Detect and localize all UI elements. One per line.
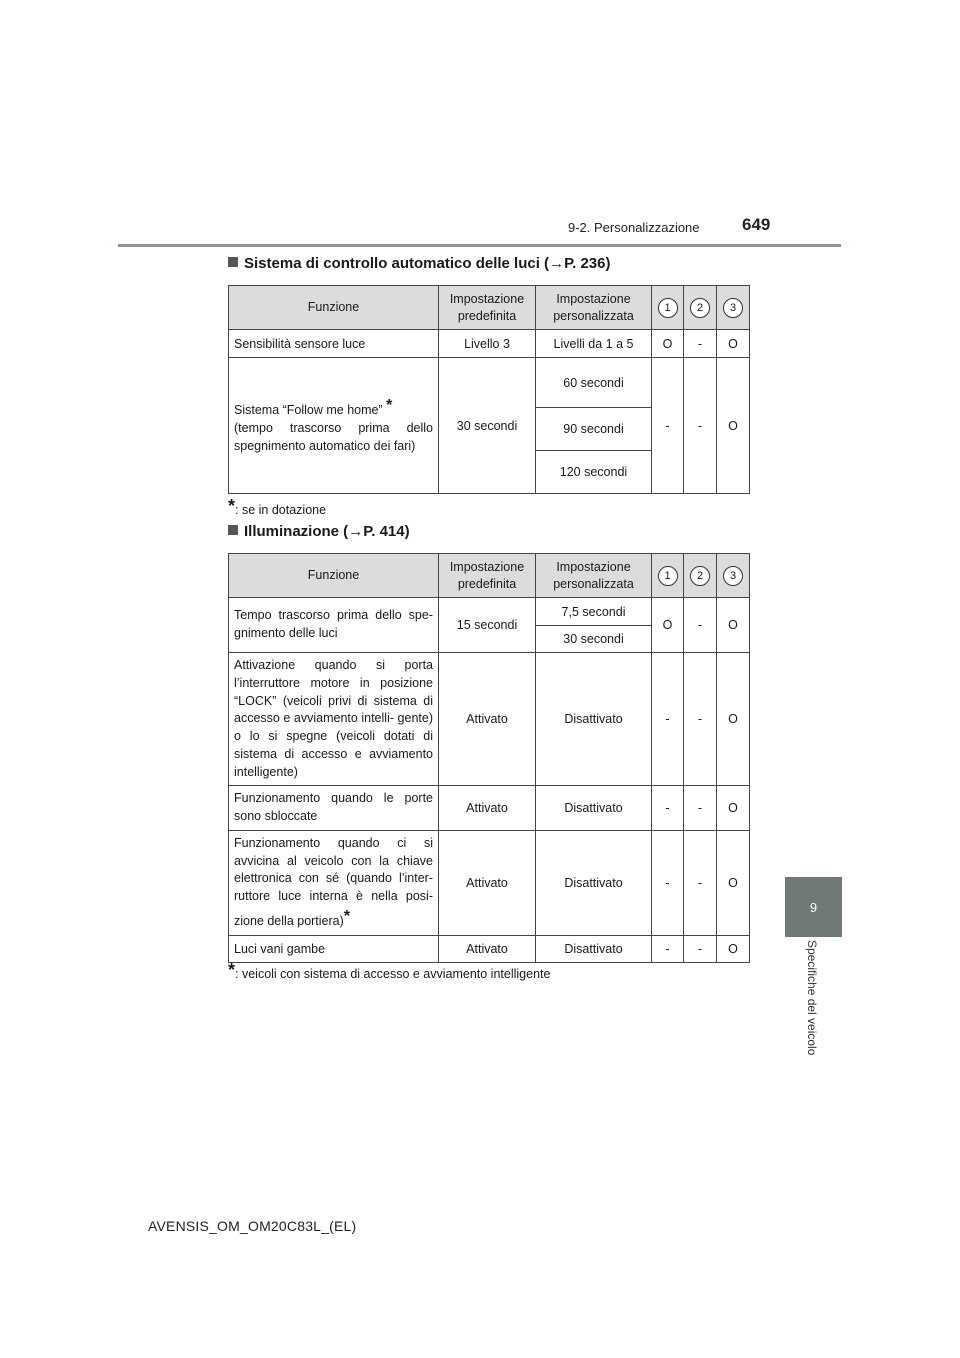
cell-mark3: O — [717, 358, 750, 494]
funzione-text: Funzionamento quando ci si avvicina al veicolo con la chiave elettronica con sé (quando l’inter- ruttore luce interna è nella posi- zione della portiera) — [234, 835, 433, 928]
section2-title-prefix: Illuminazione ( — [244, 523, 349, 540]
chapter-label: Specifiche del veicolo — [805, 940, 819, 1056]
header-col2 — [684, 286, 717, 330]
square-bullet-icon — [228, 525, 238, 535]
cell-custom: Disattivato — [536, 935, 652, 962]
header-col1 — [652, 286, 684, 330]
section1-title-prefix: Sistema di controllo automatico delle luci ( — [244, 255, 550, 272]
cell-funzione: Attivazione quando si porta l’interruttore motore in posizione “LOCK” (veicoli privi di sistema di accesso e avviamento intelli- gente) o lo si spegne (veicoli dotati di sistema di accesso e avviamento intelligente) — [229, 653, 439, 786]
cell-mark2: - — [684, 598, 717, 653]
funzione-text: Sistema “Follow me home” — [234, 403, 383, 418]
section1-footnote — [228, 496, 326, 517]
cell-mark1: - — [652, 786, 684, 831]
cell-mark2: - — [684, 830, 717, 935]
footnote-text: : veicoli con sistema di accesso e avviamento intelligente — [235, 967, 551, 981]
funzione-note: (tempo trascorso prima dello spegnimento automatico dei fari) — [234, 421, 433, 453]
chapter-label-wrap — [803, 940, 825, 1070]
cell-default: Livello 3 — [439, 330, 536, 358]
table-row — [229, 598, 750, 626]
footnote-marker: * — [386, 397, 393, 415]
section1-title-ref: P. 236) — [564, 255, 611, 272]
cell-default: Attivato — [439, 830, 536, 935]
cell-mark3: O — [717, 598, 750, 653]
cell-custom: 30 secondi — [536, 626, 652, 653]
circled-number: 3 — [723, 566, 743, 586]
cell-custom: Disattivato — [536, 830, 652, 935]
cell-default: 15 secondi — [439, 598, 536, 653]
section2-footnote — [228, 960, 550, 981]
footnote-marker: * — [228, 496, 236, 516]
page-number: 649 — [742, 215, 771, 234]
header-default: Impostazione predefinita — [439, 554, 536, 598]
cell-mark1: - — [652, 935, 684, 962]
cell-custom: 60 secondi — [536, 358, 652, 408]
square-bullet-icon — [228, 257, 238, 267]
table-row — [229, 653, 750, 786]
section1-table — [228, 285, 750, 494]
cell-custom: 90 secondi — [536, 408, 652, 451]
table-row — [229, 830, 750, 935]
cell-mark2: - — [684, 358, 717, 494]
chapter-tab — [785, 877, 842, 937]
cell-mark3: O — [717, 330, 750, 358]
table-row — [229, 330, 750, 358]
circled-number: 2 — [690, 298, 710, 318]
cell-mark3: O — [717, 830, 750, 935]
table-row — [229, 935, 750, 962]
cell-custom: Disattivato — [536, 653, 652, 786]
circled-number: 1 — [658, 298, 678, 318]
circled-number: 1 — [658, 566, 678, 586]
cell-mark2: - — [684, 330, 717, 358]
header-default: Impostazione predefinita — [439, 286, 536, 330]
cell-default: Attivato — [439, 653, 536, 786]
cell-custom: 120 secondi — [536, 451, 652, 494]
header-custom: Impostazione personalizzata — [536, 554, 652, 598]
cell-funzione — [229, 358, 439, 494]
header-col3 — [717, 286, 750, 330]
cell-mark1: - — [652, 358, 684, 494]
table-row — [229, 786, 750, 831]
circled-number: 2 — [690, 566, 710, 586]
cell-mark3: O — [717, 935, 750, 962]
header-custom: Impostazione personalizzata — [536, 286, 652, 330]
cell-funzione: Luci vani gambe — [229, 935, 439, 962]
cell-mark2: - — [684, 935, 717, 962]
footnote-marker: * — [228, 960, 236, 980]
table-row — [229, 358, 750, 408]
cell-mark2: - — [684, 786, 717, 831]
cell-mark1: - — [652, 830, 684, 935]
section1-heading — [228, 255, 611, 272]
cell-funzione: Tempo trascorso prima dello spe- gnimento delle luci — [229, 598, 439, 653]
section-title: 9-2. Personalizzazione — [568, 220, 700, 235]
header-rule — [118, 244, 841, 247]
header-funzione: Funzione — [229, 286, 439, 330]
cell-mark2: - — [684, 653, 717, 786]
section2-title-ref: P. 414) — [363, 523, 410, 540]
cell-mark3: O — [717, 653, 750, 786]
cell-custom: Livelli da 1 a 5 — [536, 330, 652, 358]
chapter-number: 9 — [809, 899, 818, 915]
section2-table — [228, 553, 750, 963]
circled-number: 3 — [723, 298, 743, 318]
footnote-text: : se in dotazione — [235, 503, 327, 517]
arrow-icon: → — [549, 255, 565, 272]
cell-mark3: O — [717, 786, 750, 831]
header-funzione: Funzione — [229, 554, 439, 598]
section2-heading — [228, 523, 410, 540]
document-code: AVENSIS_OM_OM20C83L_(EL) — [148, 1218, 357, 1234]
cell-custom: Disattivato — [536, 786, 652, 831]
cell-mark1: O — [652, 330, 684, 358]
cell-funzione: Funzionamento quando le porte sono sbloccate — [229, 786, 439, 831]
cell-default: Attivato — [439, 786, 536, 831]
arrow-icon: → — [348, 523, 364, 540]
header-col1 — [652, 554, 684, 598]
cell-funzione — [229, 830, 439, 935]
cell-default: 30 secondi — [439, 358, 536, 494]
header-col3 — [717, 554, 750, 598]
footnote-marker: * — [343, 907, 351, 925]
cell-custom: 7,5 secondi — [536, 598, 652, 626]
header-col2 — [684, 554, 717, 598]
cell-mark1: O — [652, 598, 684, 653]
cell-default: Attivato — [439, 935, 536, 962]
cell-mark1: - — [652, 653, 684, 786]
cell-funzione: Sensibilità sensore luce — [229, 330, 439, 358]
